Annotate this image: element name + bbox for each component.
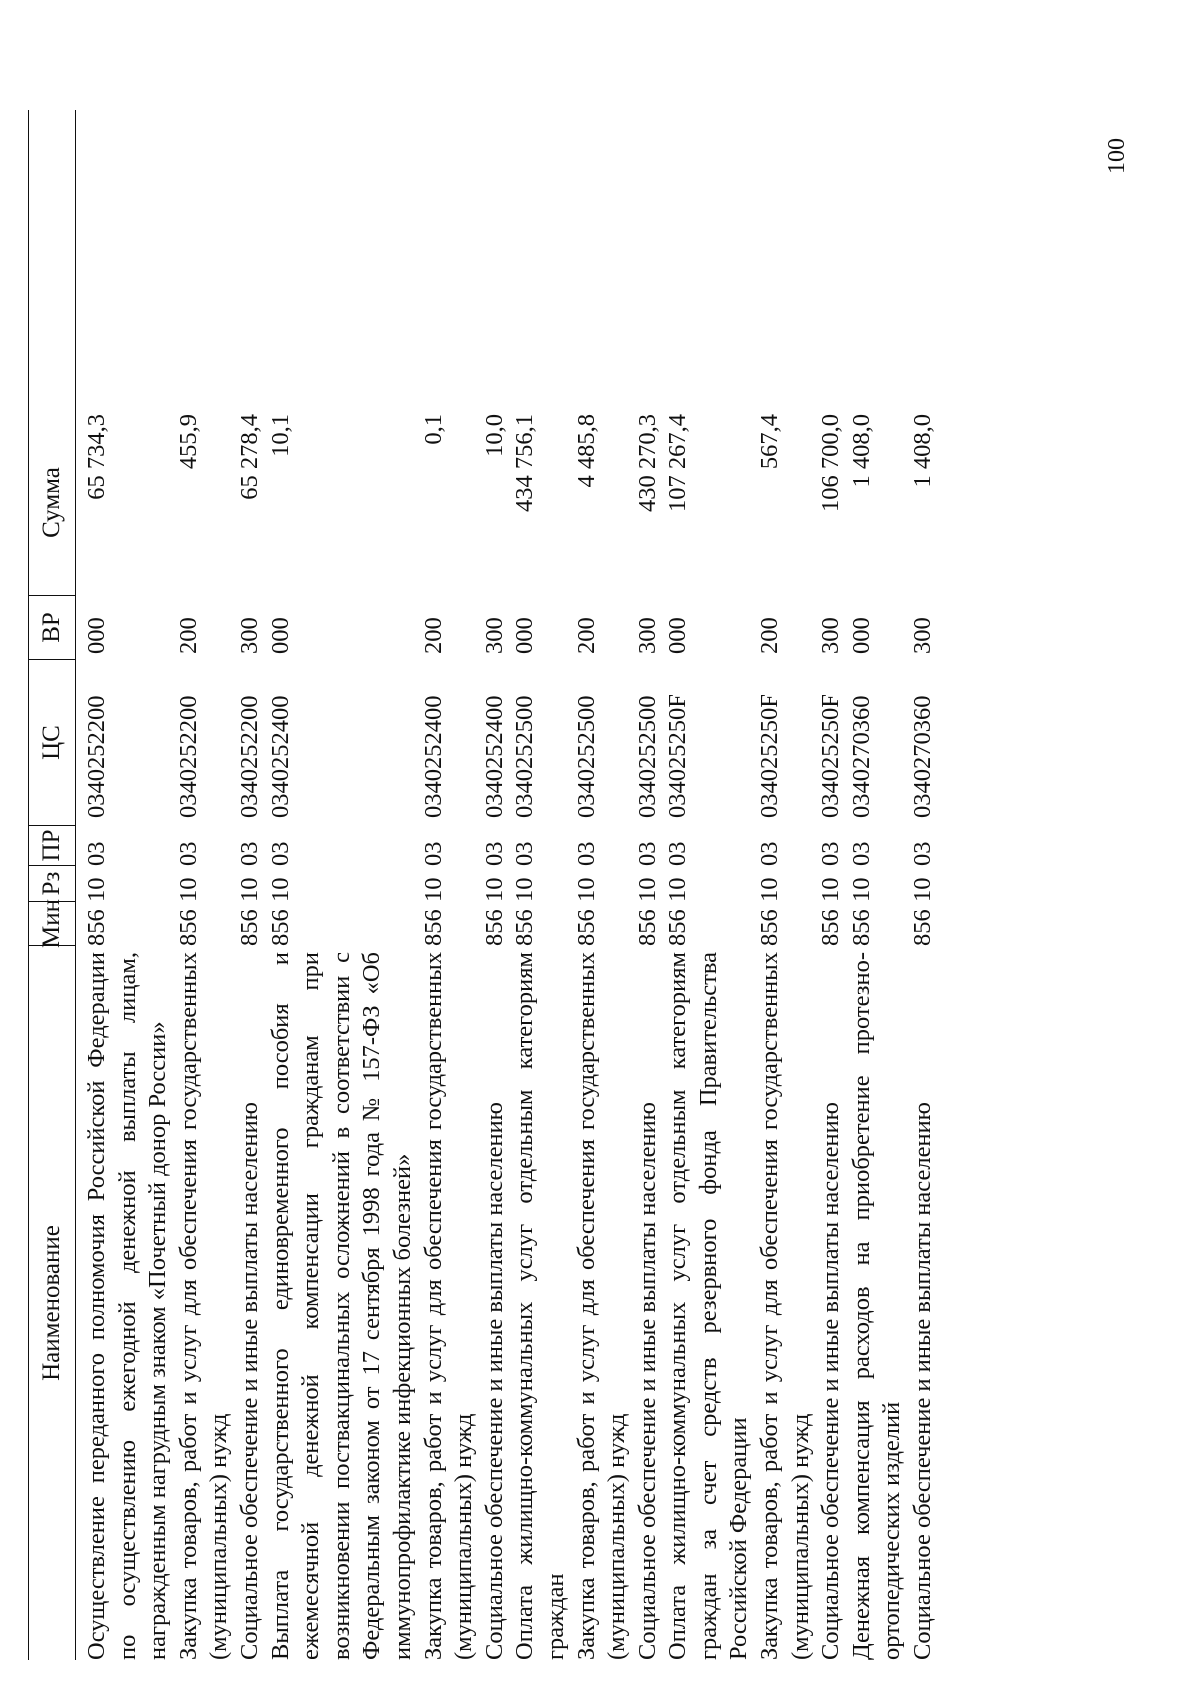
row-vr: 200: [756, 617, 784, 654]
row-sum: 430 270,3: [633, 414, 661, 512]
row-cs: 0340252500: [633, 695, 661, 818]
row-name: Социальное обеспечение и иные выплаты населению: [235, 1102, 263, 1660]
row-cs: 0340252400: [419, 695, 447, 818]
row-pr: 03: [909, 841, 937, 866]
row-pr: 03: [511, 841, 539, 866]
header-pr: ПР: [29, 826, 75, 866]
row-sum: 65 734,3: [83, 414, 110, 500]
row-vr: 000: [511, 617, 539, 654]
row-vr: 300: [480, 617, 508, 654]
row-sum: 455,9: [174, 414, 202, 470]
header-sum: Сумма: [29, 410, 75, 596]
row-sum: 1 408,0: [847, 414, 875, 488]
row-pr: 03: [664, 841, 692, 866]
row-name: Закупка товаров, работ и услуг для обеспечения государственных (муниципальных) нужд: [419, 952, 478, 1660]
row-name: Закупка товаров, работ и услуг для обеспечения государственных (муниципальных) нужд: [174, 952, 233, 1660]
row-sum: 4 485,8: [572, 414, 600, 488]
row-min: 856: [847, 909, 875, 946]
row-pr: 03: [756, 841, 784, 866]
row-rz: 10: [633, 877, 661, 902]
table-row: [816, 110, 847, 1660]
row-vr: 200: [572, 617, 600, 654]
row-vr: 200: [174, 617, 202, 654]
row-pr: 03: [572, 841, 600, 866]
header-min: Мин: [29, 902, 75, 946]
row-sum: 107 267,4: [664, 414, 692, 512]
row-cs: 0340252200: [83, 695, 110, 818]
row-min: 856: [664, 909, 692, 946]
header-cs: ЦС: [29, 660, 75, 826]
row-cs: 0340270360: [909, 695, 937, 818]
row-cs: 0340270360: [847, 695, 875, 818]
table-row: [572, 110, 633, 1660]
row-pr: 03: [174, 841, 202, 866]
table-row: [755, 110, 816, 1660]
row-cs: 034025250F: [817, 694, 845, 818]
table-row: [510, 110, 571, 1660]
row-name: Закупка товаров, работ и услуг для обеспечения государственных (муниципальных) нужд: [756, 952, 814, 1660]
header-vr: ВР: [29, 596, 75, 660]
row-name: Социальное обеспечение и иные выплаты населению: [909, 1102, 937, 1660]
row-cs: 0340252200: [235, 695, 263, 818]
row-pr: 03: [633, 841, 661, 866]
row-sum: 10,0: [480, 414, 508, 457]
page-number: 100: [1104, 138, 1130, 174]
row-vr: 000: [266, 617, 294, 654]
row-sum: 1 408,0: [909, 414, 937, 488]
row-rz: 10: [235, 877, 263, 902]
row-rz: 10: [909, 877, 937, 902]
row-name: Оплата жилищно-коммунальных услуг отдельным категориям граждан: [511, 952, 569, 1660]
row-vr: 000: [664, 617, 692, 654]
row-pr: 03: [419, 841, 447, 866]
row-name: Денежная компенсация расходов на приобретение протезно-ортопедических изделий: [847, 952, 906, 1660]
row-vr: 300: [817, 617, 845, 654]
row-vr: 000: [847, 617, 875, 654]
row-min: 856: [174, 909, 202, 946]
row-min: 856: [235, 909, 263, 946]
row-rz: 10: [480, 877, 508, 902]
table-row: [419, 110, 480, 1660]
row-name: Социальное обеспечение и иные выплаты населению: [633, 1102, 661, 1660]
table-row: [235, 110, 266, 1660]
row-min: 856: [419, 909, 447, 946]
header-rz: Рз: [29, 866, 75, 902]
row-pr: 03: [847, 841, 875, 866]
row-cs: 0340252200: [174, 695, 202, 818]
row-min: 856: [817, 909, 845, 946]
table-row: [847, 110, 908, 1660]
table-row: [480, 110, 511, 1660]
row-rz: 10: [847, 877, 875, 902]
row-pr: 03: [83, 841, 110, 866]
rotated-page-content: [20, 110, 1130, 1680]
row-sum: 65 278,4: [235, 414, 263, 500]
row-name: Оплата жилищно-коммунальных услуг отдельным категориям граждан за счет средств резервного фонда Правительства Российской Федерации: [664, 952, 753, 1660]
row-cs: 0340252400: [480, 695, 508, 818]
table-header-row: [28, 110, 76, 1660]
row-rz: 10: [511, 877, 539, 902]
row-cs: 0340252500: [572, 695, 600, 818]
row-min: 856: [909, 909, 937, 946]
row-sum: 567,4: [756, 414, 784, 470]
row-pr: 03: [480, 841, 508, 866]
row-rz: 10: [572, 877, 600, 902]
row-rz: 10: [664, 877, 692, 902]
row-min: 856: [480, 909, 508, 946]
row-vr: 300: [633, 617, 661, 654]
row-name: Социальное обеспечение и иные выплаты населению: [817, 1102, 845, 1660]
row-sum: 10,1: [266, 414, 294, 457]
row-rz: 10: [83, 877, 110, 902]
row-vr: 300: [909, 617, 937, 654]
row-rz: 10: [174, 877, 202, 902]
row-pr: 03: [266, 841, 294, 866]
row-cs: 0340252500: [511, 695, 539, 818]
row-name: Закупка товаров, работ и услуг для обеспечения государственных (муниципальных) нужд: [572, 952, 631, 1660]
row-name: Выплата государственного единовременного пособия и ежемесячной денежной компенсации гражданам при возникновении поствакцинальных осложнений в соответствии с Федеральным законом от 17 сентября 1998 года № 157-ФЗ «Об иммунопрофилактике инфекционных болезней»: [266, 952, 416, 1660]
table-row: [266, 110, 419, 1660]
table-row: [908, 110, 939, 1660]
row-min: 856: [83, 909, 110, 946]
row-cs: 034025250F: [756, 694, 784, 818]
row-rz: 10: [817, 877, 845, 902]
row-vr: 000: [83, 617, 110, 654]
row-rz: 10: [419, 877, 447, 902]
row-vr: 200: [419, 617, 447, 654]
row-min: 856: [572, 909, 600, 946]
table-body: [82, 110, 939, 1660]
row-sum: 0,1: [419, 414, 447, 445]
table-row: [82, 110, 174, 1660]
row-name: Осуществление переданного полномочия Российской Федерации по осуществлению ежегодной денежной выплаты лицам, награжденным нагрудным знаком «Почетный донор России»: [83, 952, 172, 1660]
row-min: 856: [511, 909, 539, 946]
row-cs: 034025250F: [664, 694, 692, 818]
row-min: 856: [633, 909, 661, 946]
row-min: 856: [266, 909, 294, 946]
row-min: 856: [756, 909, 784, 946]
header-name: Наименование: [38, 1225, 65, 1381]
row-vr: 300: [235, 617, 263, 654]
table-row: [174, 110, 235, 1660]
row-sum: 434 756,1: [511, 414, 539, 512]
row-name: Социальное обеспечение и иные выплаты населению: [480, 1102, 508, 1660]
row-rz: 10: [756, 877, 784, 902]
row-pr: 03: [817, 841, 845, 866]
row-pr: 03: [235, 841, 263, 866]
row-sum: 106 700,0: [817, 414, 845, 512]
table-row: [633, 110, 664, 1660]
row-cs: 0340252400: [266, 695, 294, 818]
row-rz: 10: [266, 877, 294, 902]
table-row: [663, 110, 755, 1660]
